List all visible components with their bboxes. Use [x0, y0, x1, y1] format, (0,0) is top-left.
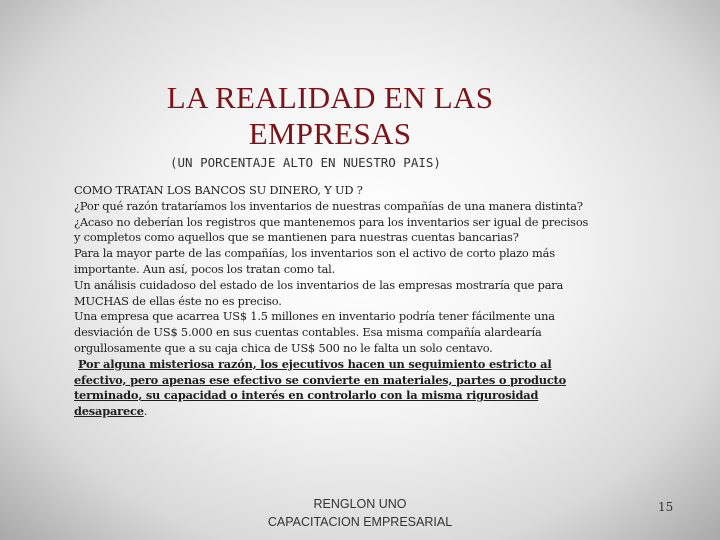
body-emphasis-paragraph — [74, 357, 594, 420]
emphasis-text: Por alguna misteriosa razón, los ejecutivos hacen un seguimiento estricto al efectivo, pero apenas ese efectivo se convierte en materiales, partes o producto terminado, su capacidad o interés en controlarlo con la misma rigurosidad desaparece — [74, 356, 567, 419]
body-paragraph-3: Para la mayor parte de las compañías, los inventarios son el activo de corto plazo más importante. Aun así, pocos los tratan como tal. — [74, 246, 555, 276]
emphasis-suffix: . — [143, 404, 148, 419]
slide-body — [74, 183, 594, 420]
slide-title-line-2: EMPRESAS — [248, 116, 412, 151]
slide-footer — [220, 495, 500, 531]
body-paragraph-5: Una empresa que acarrea US$ 1.5 millones en inventario podría tener fácilmente una desviación de US$ 5.000 en sus cuentas contables. Esa misma compañía alardearía orgullosamente que a su caja chica de US$ 500 no le falta un solo centavo. — [74, 309, 555, 355]
slide-subtitle: (UN PORCENTAJE ALTO EN NUESTRO PAIS) — [170, 155, 441, 170]
page-number: 15 — [658, 500, 674, 514]
slide-title — [0, 80, 660, 152]
body-paragraph-2: ¿Por qué razón trataríamos los inventarios de nuestras compañías de una manera distinta? ¿Acaso no deberían los registros que mantenemos para los inventarios ser igual de precisos y completos como aquellos que se mantienen para nuestras cuentas bancarias? — [74, 198, 589, 245]
footer-line-2: CAPACITACION EMPRESARIAL — [267, 515, 453, 529]
slide-title-line-1: LA REALIDAD EN LAS — [166, 80, 494, 115]
footer-line-1: RENGLON UNO — [313, 497, 407, 511]
body-paragraph-1: COMO TRATAN LOS BANCOS SU DINERO, Y UD ? — [74, 183, 363, 197]
body-paragraph-4: Un análisis cuidadoso del estado de los inventarios de las empresas mostraría que para MUCHAS de ellas éste no es preciso. — [74, 277, 564, 308]
